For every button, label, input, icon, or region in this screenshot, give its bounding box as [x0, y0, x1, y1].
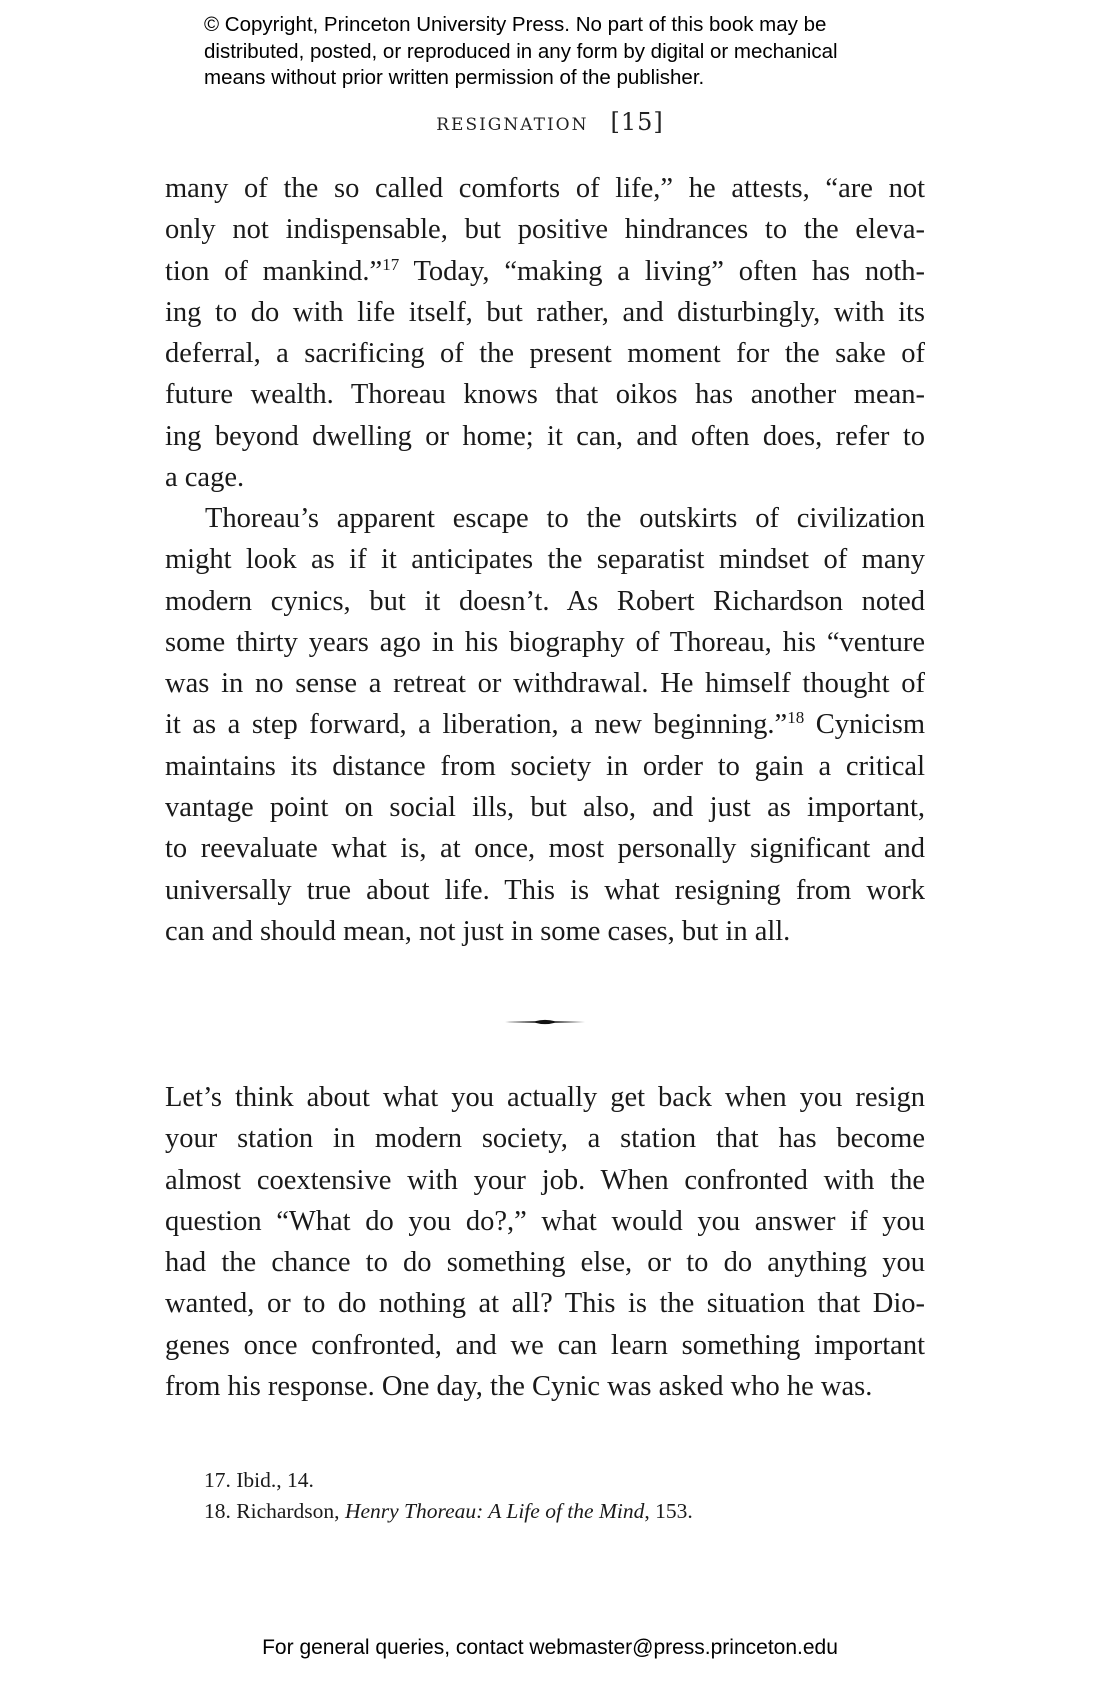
line-text: question “What do you do?,” what would you answer if you	[165, 1205, 925, 1237]
line-text: ing beyond dwelling or home; it can, and often does, refer to	[165, 420, 925, 452]
paragraph	[165, 1077, 925, 1407]
footnote-number: 17.	[204, 1468, 231, 1492]
line-text: can and should mean, not just in some cases, but in all.	[165, 915, 791, 947]
text-line	[165, 746, 925, 787]
copyright-line: means without prior written permission of the publisher.	[204, 66, 705, 89]
footnote-17	[204, 1465, 693, 1496]
text-line	[165, 374, 925, 415]
footnote-18	[204, 1496, 693, 1527]
line-text: had the chance to do something else, or to do anything you	[165, 1247, 925, 1279]
copyright-line: distributed, posted, or reproduced in any form by digital or mechanical	[204, 39, 838, 63]
text-line	[165, 581, 925, 622]
text-line	[165, 911, 925, 952]
text-line	[165, 1118, 925, 1159]
text-line	[165, 1201, 925, 1242]
chapter-title: RESIGNATION	[436, 115, 589, 135]
text-line	[165, 1325, 925, 1366]
line-text: to reevaluate what is, at once, most personally significant and	[165, 833, 925, 865]
line-text: modern cynics, but it doesn’t. As Robert Richardson noted	[165, 585, 925, 617]
line-text: might look as if it anticipates the separatist mindset of many	[165, 544, 925, 576]
line-text: almost coextensive with your job. When confronted with the	[165, 1164, 925, 1196]
text-line	[165, 1242, 925, 1283]
text-line	[165, 457, 925, 498]
text-line	[165, 498, 925, 539]
footnote-ref: 18	[787, 708, 805, 728]
line-text: some thirty years ago in his biography of Thoreau, his “venture	[165, 626, 925, 658]
book-title: Henry Thoreau: A Life of the Mind	[344, 1499, 645, 1523]
text-line	[165, 1077, 925, 1118]
text-line	[165, 251, 925, 292]
line-text: your station in modern society, a station that has become	[165, 1123, 925, 1155]
text-line	[165, 704, 925, 745]
footnote-text: Richardson,	[230, 1499, 345, 1523]
footnote-number: 18.	[204, 1499, 231, 1523]
text-line	[165, 333, 925, 374]
footnote-ref: 17	[382, 254, 400, 274]
text-line	[165, 539, 925, 580]
page-number: [15]	[610, 108, 664, 136]
line-text: only not indispensable, but positive hindrances to the eleva-	[165, 214, 925, 246]
copyright-notice	[204, 12, 838, 92]
text-line	[165, 416, 925, 457]
text-line	[165, 1283, 925, 1324]
text-line	[165, 787, 925, 828]
line-text: maintains its distance from society in order to gain a critical	[165, 750, 925, 782]
line-text: was in no sense a retreat or withdrawal. He himself thought of	[165, 668, 925, 700]
text-line	[165, 1160, 925, 1201]
line-text: ing to do with life itself, but rather, and disturbingly, with its	[165, 296, 925, 328]
line-text: from his response. One day, the Cynic was asked who he was.	[165, 1371, 873, 1403]
line-text: it as a step forward, a liberation, a new beginning.”	[165, 709, 788, 741]
line-text: genes once confronted, and we can learn something important	[165, 1329, 925, 1361]
footnote-text: , 153.	[644, 1499, 693, 1523]
text-line	[165, 663, 925, 704]
text-line	[165, 870, 925, 911]
line-text: universally true about life. This is what resigning from work	[165, 874, 925, 906]
line-text: vantage point on social ills, but also, and just as important,	[165, 792, 925, 824]
footnotes	[204, 1465, 693, 1527]
line-text: Thoreau’s apparent escape to the outskirts of civilization	[205, 503, 925, 534]
line-text: many of the so called comforts of life,” he attests, “are not	[165, 173, 925, 204]
text-line	[165, 292, 925, 333]
line-text: Today, “making a living” often has noth-	[399, 255, 925, 287]
line-text: deferral, a sacrificing of the present moment for the sake of	[165, 338, 925, 370]
line-text: future wealth. Thoreau knows that oikos has another mean-	[165, 379, 925, 411]
line-text: tion of mankind.”	[165, 255, 383, 287]
running-head	[0, 108, 1100, 136]
text-line	[165, 209, 925, 250]
line-text: a cage.	[165, 462, 245, 494]
section-break-ornament	[505, 1017, 585, 1027]
text-line	[165, 828, 925, 869]
line-text: wanted, or to do nothing at all? This is the situation that Dio-	[165, 1288, 925, 1320]
text-line	[165, 622, 925, 663]
paragraph	[165, 168, 925, 498]
paragraph	[165, 498, 925, 952]
copyright-line: © Copyright, Princeton University Press. No part of this book may be	[204, 13, 827, 36]
text-line	[165, 168, 925, 209]
footnote-text: Ibid., 14.	[230, 1468, 314, 1492]
line-text: Cynicism	[804, 709, 925, 741]
text-line	[165, 1366, 925, 1407]
line-text: Let’s think about what you actually get back when you resign	[165, 1082, 925, 1113]
footer-contact: For general queries, contact webmaster@press.princeton.edu	[262, 1636, 838, 1659]
